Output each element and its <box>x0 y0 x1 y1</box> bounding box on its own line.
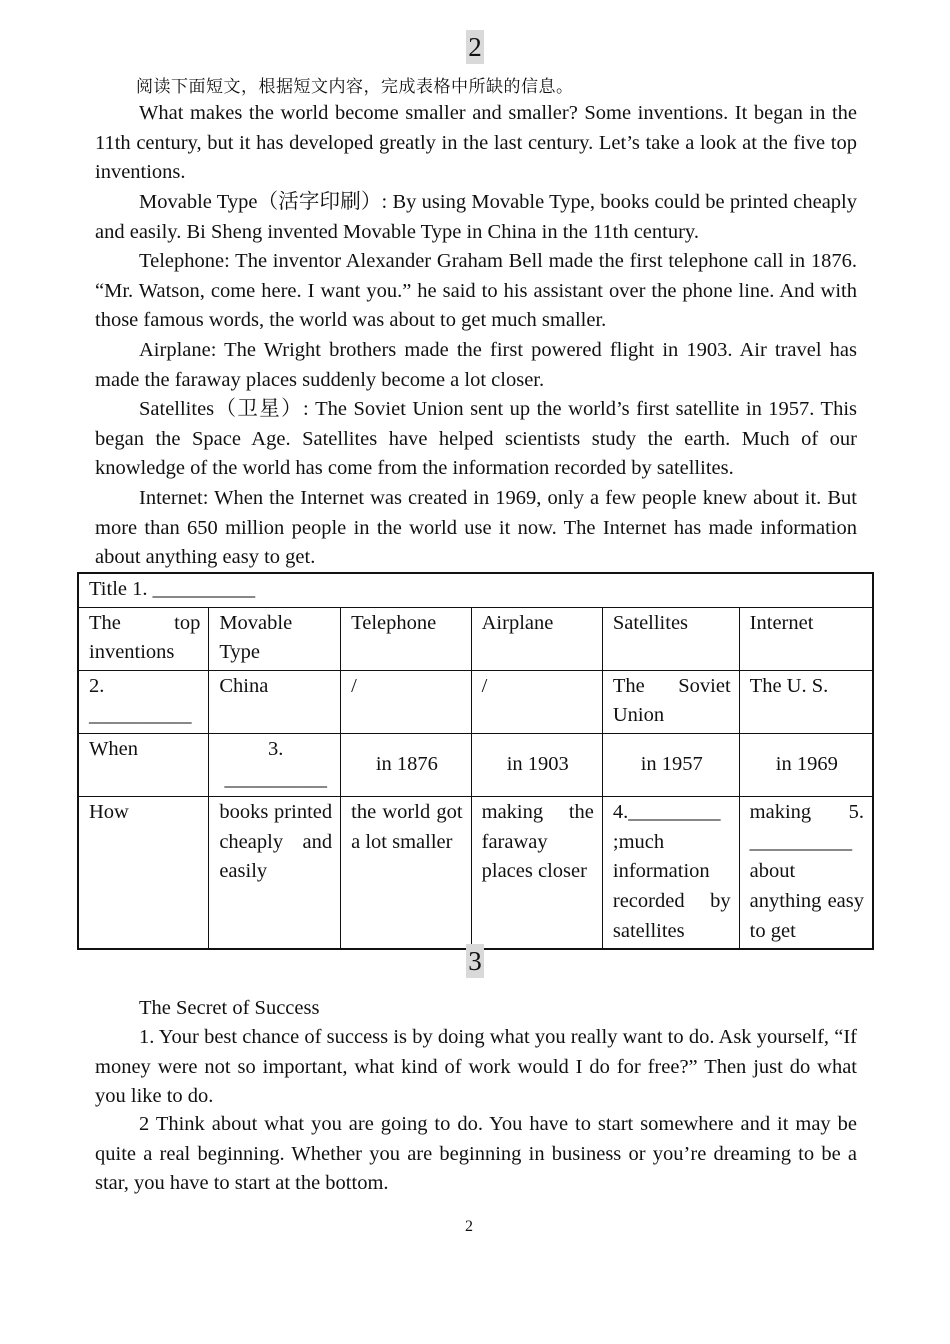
passage-paragraph: Movable Type（活字印刷）: By using Movable Type, books could be printed cheaply and easily. Bi Sheng invented Movable Type in China in the 11th century. <box>95 191 857 243</box>
table-cell: How <box>78 797 209 949</box>
inventions-table <box>77 572 874 950</box>
passage-paragraph: What makes the world become smaller and smaller? Some inventions. It began in the 11th century, but it has developed greatly in the last century. Let’s take a look at the five top inventions. <box>95 102 857 184</box>
table-cell: Satellites <box>602 607 739 670</box>
table-cell: The top inventions <box>78 607 209 670</box>
section-number-3: 3 <box>466 944 484 978</box>
table-title-row <box>78 573 873 607</box>
table-cell: Internet <box>739 607 873 670</box>
table-row <box>78 670 873 733</box>
table-cell: / <box>341 670 472 733</box>
blank-answer-2: 2. __________ <box>78 670 209 733</box>
chinese-instruction: 阅读下面短文，根据短文内容，完成表格中所缺的信息。 <box>136 77 574 97</box>
blank-answer-5: making 5. __________ about anything easy to get <box>739 797 873 949</box>
table-row <box>78 797 873 949</box>
blank-answer-4: 4._________ ;much information recorded by satellites <box>602 797 739 949</box>
blank-answer-3: 3. __________ <box>209 733 341 796</box>
table-cell: / <box>471 670 602 733</box>
table-cell: in 1903 <box>471 733 602 796</box>
table-cell: in 1876 <box>341 733 472 796</box>
table-cell: Movable Type <box>209 607 341 670</box>
table-cell: Telephone <box>341 607 472 670</box>
passage-paragraph: 1. Your best chance of success is by doing what you really want to do. Ask yourself, “If money were not so important, what kind of work would I do for free?” Then just do what you like to do. <box>95 1026 857 1108</box>
table-cell: in 1969 <box>739 733 873 796</box>
passage-title: The Secret of Success <box>139 997 320 1019</box>
table-cell: Airplane <box>471 607 602 670</box>
passage-paragraph: 2 Think about what you are going to do. You have to start somewhere and it may be quite a real beginning. Whether you are beginning in business or you’re dreaming to be a star, you have to start at the bottom. <box>95 1113 857 1195</box>
passage-paragraph: Satellites（卫星）: The Soviet Union sent up the world’s first satellite in 1957. This began the Space Age. Satellites have helped scientists study the earth. Much of our knowledge of the world has come from the information recorded by satellites. <box>95 398 857 480</box>
table-cell: in 1957 <box>602 733 739 796</box>
table-cell: making the faraway places closer <box>471 797 602 949</box>
table-cell: books printed cheaply and easily <box>209 797 341 949</box>
table-cell: China <box>209 670 341 733</box>
table-row <box>78 733 873 796</box>
table-cell: The U. S. <box>739 670 873 733</box>
passage-paragraph: Telephone: The inventor Alexander Graham Bell made the first telephone call in 1876. “Mr. Watson, come here. I want you.” he said to his assistant over the phone line. And with those famous words, the world was about to get much smaller. <box>95 250 857 332</box>
table-title: Title 1. __________ <box>78 573 873 607</box>
section-number-2: 2 <box>466 30 484 64</box>
table-row <box>78 607 873 670</box>
passage-paragraph: Airplane: The Wright brothers made the first powered flight in 1903. Air travel has made the faraway places suddenly become a lot closer. <box>95 339 857 391</box>
passage-paragraph: Internet: When the Internet was created in 1969, only a few people knew about it. But more than 650 million people in the world use it now. The Internet has made information about anything easy to get. <box>95 487 857 569</box>
table-cell: When <box>78 733 209 796</box>
page-number: 2 <box>465 1218 473 1235</box>
table-cell: The Soviet Union <box>602 670 739 733</box>
table-cell: the world got a lot smaller <box>341 797 472 949</box>
